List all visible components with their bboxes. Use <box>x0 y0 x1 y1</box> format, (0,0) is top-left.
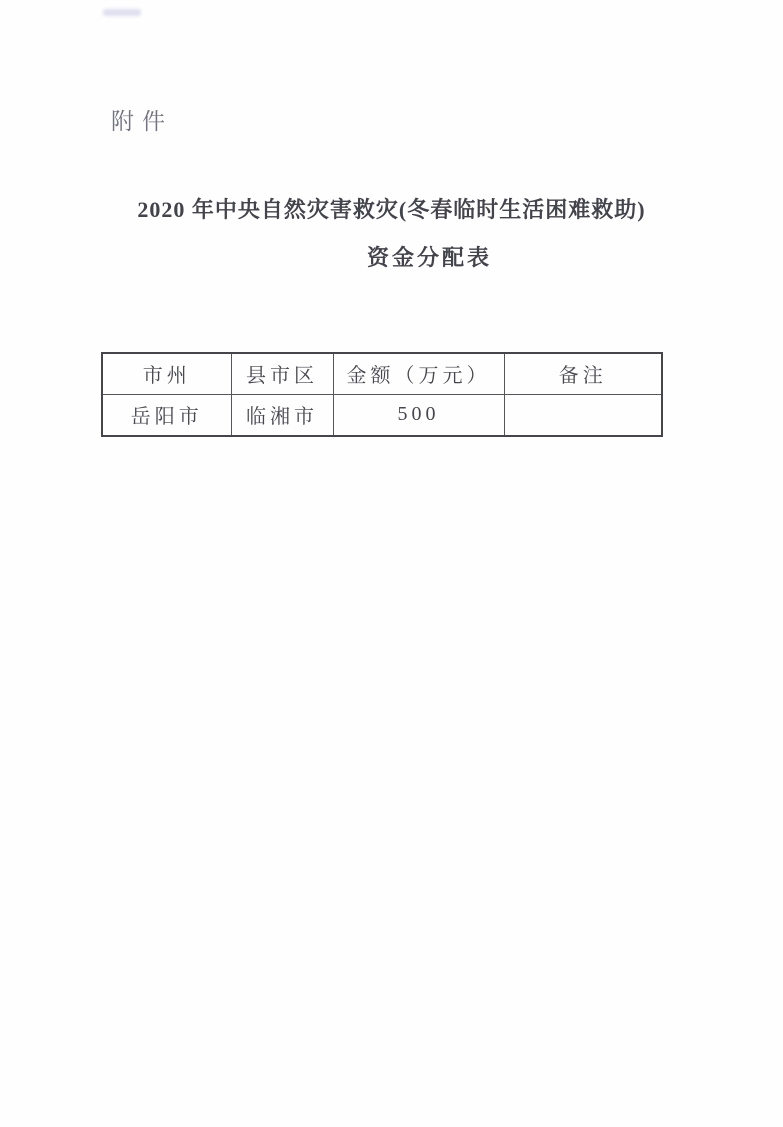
cell-remarks <box>504 394 662 436</box>
header-prefecture: 市州 <box>102 353 231 394</box>
header-county: 县市区 <box>231 353 333 394</box>
document-title <box>0 193 783 272</box>
header-amount: 金额（万元） <box>333 353 504 394</box>
table-row <box>102 394 662 436</box>
fund-allocation-table <box>101 352 663 437</box>
cell-county: 临湘市 <box>231 394 333 436</box>
cell-prefecture: 岳阳市 <box>102 394 231 436</box>
scan-artifact-smudge <box>103 9 141 16</box>
cell-amount: 500 <box>333 394 504 436</box>
title-line-1: 2020 年中央自然灾害救灾(冬春临时生活困难救助) <box>137 197 646 222</box>
header-remarks: 备注 <box>504 353 662 394</box>
table-header-row <box>102 353 662 394</box>
title-line-2: 资金分配表 <box>366 245 492 270</box>
attachment-label: 附件 <box>111 109 173 134</box>
